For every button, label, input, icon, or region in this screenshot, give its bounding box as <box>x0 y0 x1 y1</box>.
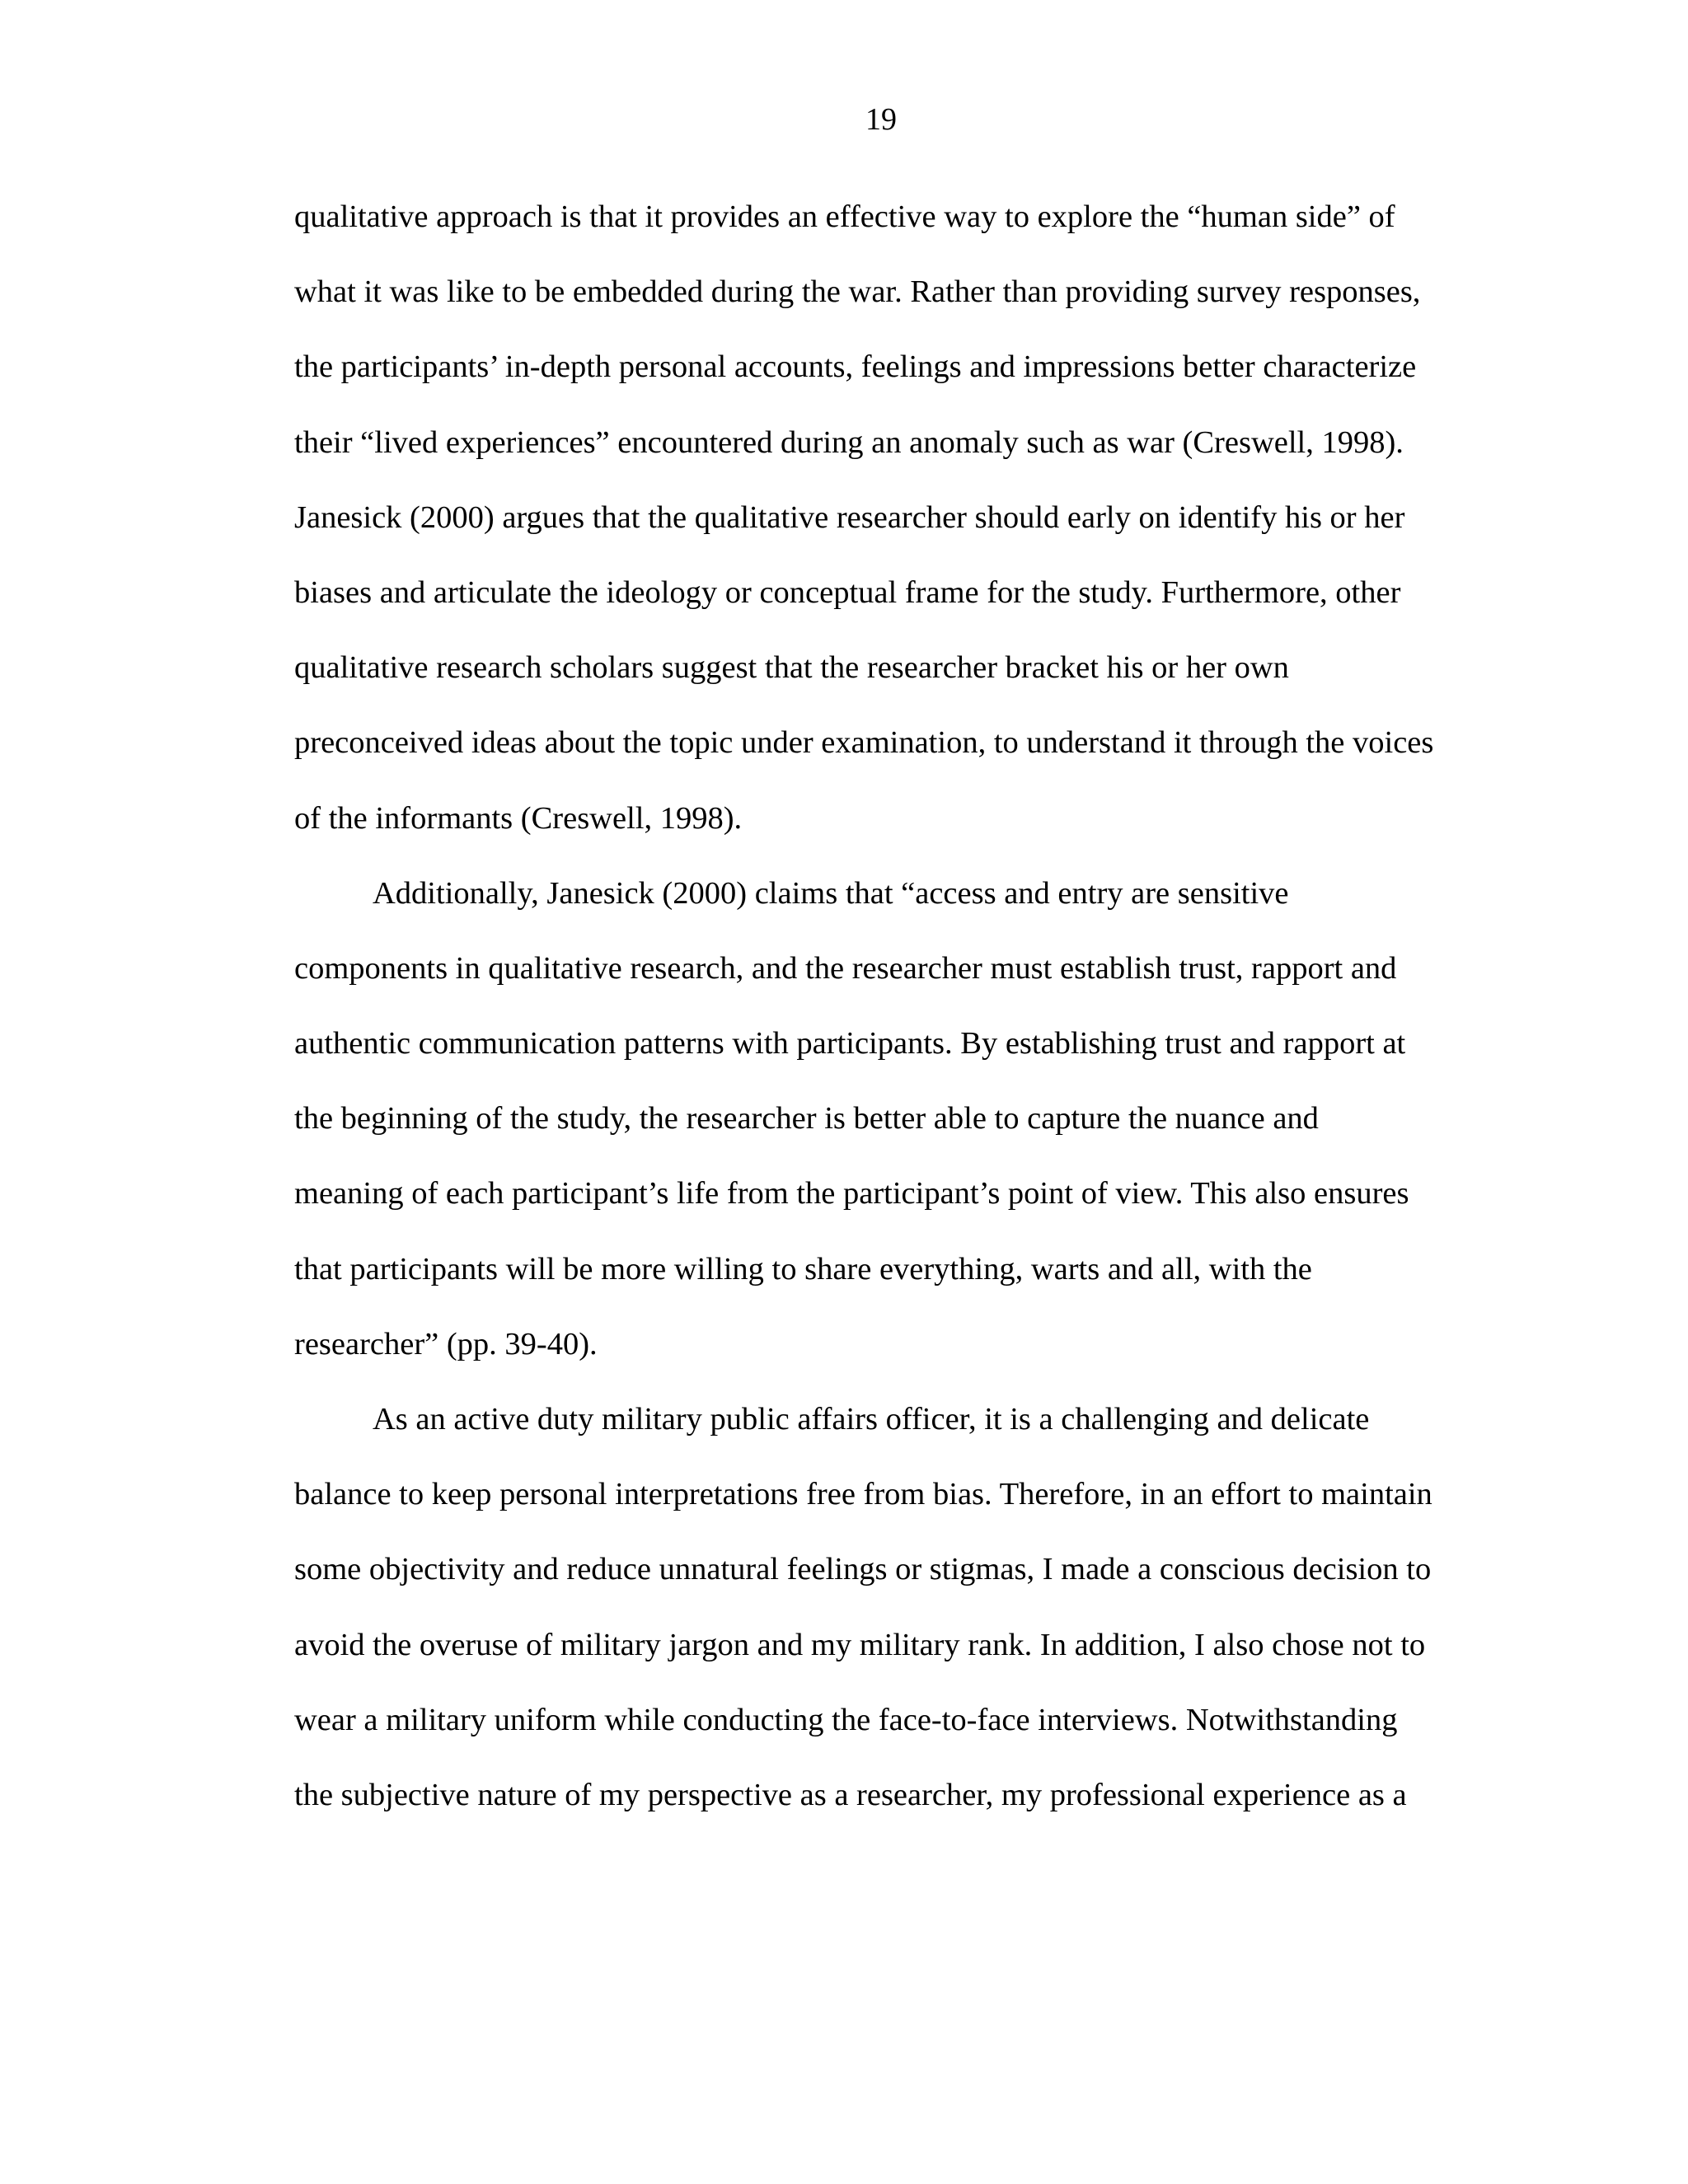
body-text <box>294 193 1489 1846</box>
text-line: Additionally, Janesick (2000) claims that “access and entry are sensitive <box>373 875 1289 911</box>
text-line: preconceived ideas about the topic under examination, to understand it through the voices <box>294 725 1434 761</box>
text-line: the participants’ in-depth personal accounts, feelings and impressions better characterize <box>294 349 1417 385</box>
text-line: the beginning of the study, the researcher is better able to capture the nuance and <box>294 1101 1319 1137</box>
text-line: of the informants (Creswell, 1998). <box>294 800 743 836</box>
text-line: meaning of each participant’s life from the participant’s point of view. This also ensures <box>294 1176 1409 1212</box>
text-line: avoid the overuse of military jargon and my military rank. In addition, I also chose not to <box>294 1627 1426 1662</box>
paragraph-1 <box>294 193 1489 869</box>
text-line: biases and articulate the ideology or conceptual frame for the study. Furthermore, other <box>294 574 1401 610</box>
text-line: researcher” (pp. 39-40). <box>294 1326 598 1361</box>
text-line: wear a military uniform while conducting the face-to-face interviews. Notwithstanding <box>294 1702 1398 1737</box>
text-line: that participants will be more willing to share everything, warts and all, with the <box>294 1251 1312 1286</box>
text-line: components in qualitative research, and the researcher must establish trust, rapport and <box>294 950 1397 986</box>
text-line: some objectivity and reduce unnatural feelings or stigmas, I made a conscious decision to <box>294 1552 1432 1587</box>
text-line: qualitative approach is that it provides an effective way to explore the “human side” of <box>294 199 1395 234</box>
page-number: 19 <box>865 102 897 137</box>
text-line: the subjective nature of my perspective as a researcher, my professional experience as a <box>294 1777 1407 1812</box>
text-line: As an active duty military public affairs officer, it is a challenging and delicate <box>373 1402 1370 1436</box>
text-line: their “lived experiences” encountered during an anomaly such as war (Creswell, 1998). <box>294 424 1404 460</box>
paragraph-3 <box>294 1395 1489 1846</box>
text-line: what it was like to be embedded during the war. Rather than providing survey responses, <box>294 274 1421 310</box>
paragraph-2 <box>294 869 1489 1395</box>
text-line: Janesick (2000) argues that the qualitative researcher should early on identify his or her <box>294 499 1405 535</box>
text-line: balance to keep personal interpretations free from bias. Therefore, in an effort to maintain <box>294 1477 1432 1512</box>
text-line: authentic communication patterns with participants. By establishing trust and rapport at <box>294 1026 1406 1062</box>
text-line: qualitative research scholars suggest that the researcher bracket his or her own <box>294 650 1289 686</box>
